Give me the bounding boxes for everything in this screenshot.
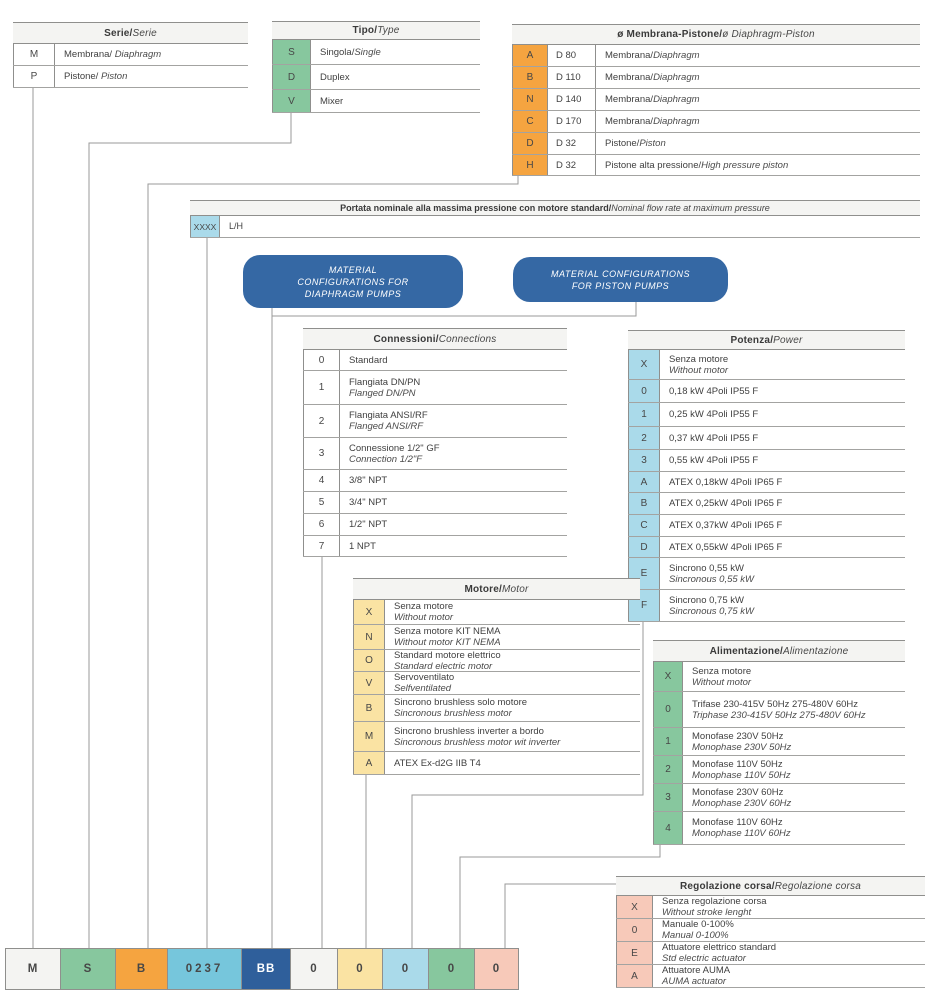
description-it: 0,55 kW 4Poli IP55 F [669,455,759,466]
description-en: Standard electric motor [394,660,493,672]
description-en: Without motor [669,364,729,376]
model-code-cell-5-0: 0 [290,948,338,990]
description-en: Flanged ANSI/RF [349,421,424,432]
diameter-cell: D 170 [548,111,596,132]
potenza-table [628,330,905,622]
flow-rate-code-cell: XXXX [190,216,220,237]
description-it: 0,37 kW 4Poli IP55 F [669,432,759,444]
description-en: Piston [639,138,666,149]
description-it: ATEX 0,18kW 4Poli IP65 F [669,476,783,488]
description-it: 1 NPT [349,540,376,552]
description-it: Senza motore [394,601,454,612]
code-cell-X: X [616,896,653,918]
row-description [385,625,640,649]
row-description [340,350,567,370]
code-cell-B: B [512,67,548,88]
code-cell-N: N [512,89,548,110]
description-it: Connessione 1/2" GF [349,442,440,454]
row-description [683,784,905,811]
diameter-cell: D 80 [548,45,596,66]
diaphragm-pumps-pill [243,255,463,308]
description-en: Std electric actuator [662,953,746,964]
potenza-row-1 [628,403,905,427]
table-title-en: Connections [438,333,497,345]
table-title-en: Type [377,25,400,36]
row-description [596,133,920,154]
alimentazione-table [653,640,905,845]
row-description [311,65,480,89]
description-it: Monofase 110V 60Hz [692,817,783,828]
connessioni-table [303,328,567,557]
description-en: Connection 1/2"F [349,453,423,465]
pill-line: DIAPHRAGM PUMPS [304,288,402,299]
description-it: Membrana/ [605,94,654,105]
code-cell-0: 0 [628,380,660,402]
code-cell-E: E [616,942,653,964]
connessioni-row-7 [303,536,567,557]
row-description [596,111,920,132]
code-cell-7: 7 [303,536,340,556]
code-cell-3: 3 [628,450,660,471]
row-description [311,40,480,64]
model-code-cell-7-0: 0 [382,948,429,990]
code-cell-A: A [353,752,385,774]
code-cell-0: 0 [653,692,683,727]
model-code-cell-4-BB: BB [241,948,291,990]
row-description [653,942,925,964]
description-en: Diaphragm [653,50,700,61]
potenza-row-B [628,493,905,515]
potenza-table-title [628,330,905,350]
table-title-it: Potenza/ [730,334,774,346]
model-code-cell-3-0237: 0237 [167,948,242,990]
code-cell-4: 4 [303,470,340,491]
row-description [385,722,640,751]
description-it: Pistone/ [605,138,640,149]
row-description [55,66,248,87]
code-cell-6: 6 [303,514,340,535]
code-cell-D: D [512,133,548,154]
connessioni-row-5 [303,492,567,514]
description-en: Sincronous brushless motor [394,708,512,719]
motore-table [353,578,640,775]
row-description [653,965,925,987]
alimentazione-row-3 [653,784,905,812]
code-cell-P: P [13,66,55,87]
connessioni-row-3 [303,438,567,470]
description-en: AUMA actuator [662,976,727,987]
alimentazione-row-4 [653,812,905,845]
description-it: Senza regolazione corsa [662,896,767,907]
table-title-en: Alimentazione [782,645,849,657]
code-cell-F: F [628,590,660,621]
piston-pumps-pill [513,257,728,302]
description-en: Triphase 230-415V 50Hz 275-480V 60Hz [692,709,866,721]
description-en: Without motor [692,676,752,688]
alimentazione-row-1 [653,728,905,756]
code-cell-X: X [353,600,385,624]
flow-rate-table-title [190,200,920,216]
code-cell-E: E [628,558,660,589]
row-description [311,90,480,112]
table-title-it: Regolazione corsa/ [680,880,775,892]
model-code-row [6,948,519,990]
table-title-it: Alimentazione/ [709,645,783,657]
tipo-row-V [272,90,480,113]
regolazione-row-A [616,965,925,988]
description-it: Sincrono 0,75 kW [669,594,744,606]
row-description [385,600,640,624]
code-cell-D: D [272,65,311,89]
description-en: Monophase 230V 60Hz [692,797,792,809]
description-it: 3/4" NPT [349,497,388,508]
alimentazione-table-title [653,640,905,662]
serie-row-P [13,66,248,88]
code-cell-V: V [272,90,311,112]
code-cell-O: O [353,650,385,671]
alimentazione-row-2 [653,756,905,784]
description-it: ATEX 0,37kW 4Poli IP65 F [669,520,783,531]
row-description [660,590,905,621]
description-it: Duplex [320,71,350,83]
row-description [683,812,905,844]
description-it: Membrana/ [605,72,654,83]
potenza-row-F [628,590,905,622]
row-description [660,493,905,514]
alimentazione-row-0 [653,692,905,728]
potenza-row-2 [628,427,905,450]
row-description [55,44,248,65]
membrana-table [512,24,920,176]
description-en: Manual 0-100% [662,930,729,941]
alimentazione-row-X [653,662,905,692]
code-cell-H: H [512,155,548,175]
motore-row-B [353,695,640,722]
model-code-cell-0-M: M [5,948,61,990]
description-it: ATEX Ex-d2G IIB T4 [394,757,481,769]
table-title-it: ø Membrana-Pistone/ [617,29,723,40]
membrana-row-N [512,89,920,111]
row-description [660,450,905,471]
code-cell-2: 2 [628,427,660,449]
description-it: Membrana/ [605,116,654,127]
membrana-row-H [512,155,920,176]
code-cell-B: B [353,695,385,721]
code-cell-D: D [628,537,660,557]
code-cell-2: 2 [653,756,683,783]
table-title-it: Connessioni/ [373,333,439,345]
row-description [596,67,920,88]
pill-line: MATERIAL CONFIGURATIONS [550,268,690,279]
description-it: Membrana/ [64,49,115,60]
row-description [653,919,925,941]
description-en: Without motor KIT NEMA [394,637,501,648]
description-en: Sincronous brushless motor wit inverter [394,736,561,748]
motore-table-title [353,578,640,600]
model-code-cell-9-0: 0 [474,948,519,990]
description-en: Diaphragm [653,116,700,127]
description-it: 3/8" NPT [349,475,388,486]
description-it: Attuatore AUMA [662,965,731,976]
code-cell-0: 0 [616,919,653,941]
code-cell-4: 4 [653,812,683,844]
description-it: Attuatore elettrico standard [662,942,777,953]
connessioni-row-1 [303,371,567,405]
code-cell-X: X [653,662,683,691]
description-it: Singola/ [320,46,355,58]
table-title-en: Regolazione corsa [774,880,861,892]
flow-rate-title-it: Portata nominale alla massima pressione con motore standard/ [340,203,612,213]
serie-table [13,22,248,88]
row-description [653,896,925,918]
row-description [596,45,920,66]
flow-rate-row [190,216,920,238]
description-en: Monophase 230V 50Hz [692,741,792,753]
flow-rate-unit: L/H [229,221,244,231]
connessioni-table-title [303,328,567,350]
row-description [683,692,905,727]
description-it: Sincrono brushless solo motore [394,697,528,708]
motore-row-O [353,650,640,672]
description-it: Manuale 0-100% [662,919,734,930]
connessioni-row-4 [303,470,567,492]
row-description [660,537,905,557]
row-description [683,756,905,783]
description-en: Without stroke lenght [662,907,752,918]
table-title-en: Serie [132,27,157,39]
description-en: Piston [100,71,128,82]
model-code-cell-6-0: 0 [337,948,383,990]
description-en: Diaphragm [114,49,162,60]
motore-row-A [353,752,640,775]
description-en: Without motor [394,612,454,623]
row-description [340,470,567,491]
description-it: Pistone alta pressione/ [605,159,702,171]
diameter-cell: D 32 [548,133,596,154]
description-it: Sincrono brushless inverter a bordo [394,725,544,737]
description-it: Trifase 230-415V 50Hz 275-480V 60Hz [692,698,858,710]
row-description [660,350,905,379]
pill-line: CONFIGURATIONS FOR [297,276,409,287]
row-description [340,405,567,437]
description-it: ATEX 0,25kW 4Poli IP65 F [669,498,783,509]
code-cell-B: B [628,493,660,514]
table-title-it: Serie/ [104,27,133,39]
description-en: Single [354,46,381,58]
connessioni-row-2 [303,405,567,438]
code-cell-0: 0 [303,350,340,370]
code-cell-V: V [353,672,385,694]
description-en: Sincronous 0,55 kW [669,573,755,585]
description-it: Monofase 110V 50Hz [692,758,783,770]
description-it: Standard [349,354,388,366]
row-description [683,662,905,691]
description-it: ATEX 0,55kW 4Poli IP65 F [669,541,783,553]
motore-row-N [353,625,640,650]
description-en: High pressure piston [701,159,789,171]
regolazione-row-0 [616,919,925,942]
code-cell-M: M [353,722,385,751]
potenza-row-E [628,558,905,590]
description-en: Selfventilated [394,683,452,694]
code-cell-1: 1 [628,403,660,426]
row-description [385,650,640,671]
connessioni-row-6 [303,514,567,536]
motore-row-X [353,600,640,625]
row-description [340,536,567,556]
potenza-row-C [628,515,905,537]
membrana-row-D [512,133,920,155]
tipo-table [272,21,480,113]
tipo-table-title [272,21,480,40]
row-description [683,728,905,755]
code-cell-1: 1 [653,728,683,755]
potenza-row-0 [628,380,905,403]
flow-rate-title-en: Nominal flow rate at maximum pressure [611,203,770,213]
description-it: Mixer [320,95,344,107]
row-description [660,515,905,536]
row-description [660,380,905,402]
description-en: Flanged DN/PN [349,387,416,399]
table-title-en: Motor [501,583,529,595]
tipo-row-D [272,65,480,90]
description-it: 0,18 kW 4Poli IP55 F [669,385,759,397]
code-cell-5: 5 [303,492,340,513]
model-code-cell-1-S: S [60,948,116,990]
description-it: Pistone/ [64,71,101,82]
row-description [385,695,640,721]
description-en: Sincronous 0,75 kW [669,605,755,617]
row-description [340,492,567,513]
table-title-en: Power [773,334,803,346]
pill-line: MATERIAL [328,264,378,275]
description-it: Senza motore KIT NEMA [394,626,501,637]
serie-table-title [13,22,248,44]
row-description [340,371,567,404]
diameter-cell: D 110 [548,67,596,88]
code-cell-3: 3 [303,438,340,469]
row-description [660,427,905,449]
code-cell-2: 2 [303,405,340,437]
regolazione-table-title [616,876,925,896]
tipo-row-S [272,40,480,65]
motore-row-V [353,672,640,695]
row-description [660,558,905,589]
regolazione-row-E [616,942,925,965]
table-title-it: Tipo/ [352,25,378,36]
row-description [660,403,905,426]
code-cell-A: A [512,45,548,66]
description-en: Monophase 110V 60Hz [692,828,791,839]
code-cell-M: M [13,44,55,65]
connessioni-row-0 [303,350,567,371]
description-it: Flangiata DN/PN [349,376,421,388]
row-description [596,155,920,175]
row-description [385,672,640,694]
regolazione-row-X [616,896,925,919]
pill-line: FOR PISTON PUMPS [571,280,670,291]
code-cell-C: C [512,111,548,132]
membrana-row-A [512,45,920,67]
potenza-row-A [628,472,905,493]
motore-row-M [353,722,640,752]
code-cell-3: 3 [653,784,683,811]
description-it: Monofase 230V 50Hz [692,730,784,742]
code-cell-A: A [616,965,653,987]
row-description [660,472,905,492]
row-description [385,752,640,774]
table-title-en: ø Diaphragm-Piston [722,29,815,40]
code-cell-N: N [353,625,385,649]
description-it: 1/2" NPT [349,519,388,530]
membrana-row-B [512,67,920,89]
row-description [596,89,920,110]
description-en: Diaphragm [653,72,700,83]
description-it: Senza motore [669,353,729,365]
description-it: Servoventilato [394,672,455,683]
model-code-cell-2-B: B [115,948,168,990]
code-cell-X: X [628,350,660,379]
membrana-row-C [512,111,920,133]
row-description [340,514,567,535]
description-it: Flangiata ANSI/RF [349,410,428,421]
diameter-cell: D 32 [548,155,596,175]
diameter-cell: D 140 [548,89,596,110]
regolazione-table [616,876,925,988]
description-it: Senza motore [692,665,752,677]
description-it: Standard motore elettrico [394,649,501,661]
code-cell-1: 1 [303,371,340,404]
description-en: Monophase 110V 50Hz [692,769,791,781]
row-description [340,438,567,469]
serie-row-M [13,44,248,66]
description-it: 0,25 kW 4Poli IP55 F [669,409,759,420]
description-it: Membrana/ [605,50,654,61]
potenza-row-D [628,537,905,558]
code-cell-A: A [628,472,660,492]
code-cell-S: S [272,40,311,64]
description-it: Sincrono 0,55 kW [669,562,744,574]
model-code-cell-8-0: 0 [428,948,475,990]
membrana-table-title [512,24,920,45]
code-cell-C: C [628,515,660,536]
description-en: Diaphragm [653,94,700,105]
potenza-row-3 [628,450,905,472]
potenza-row-X [628,350,905,380]
table-title-it: Motore/ [464,583,502,595]
description-it: Monofase 230V 60Hz [692,786,784,798]
